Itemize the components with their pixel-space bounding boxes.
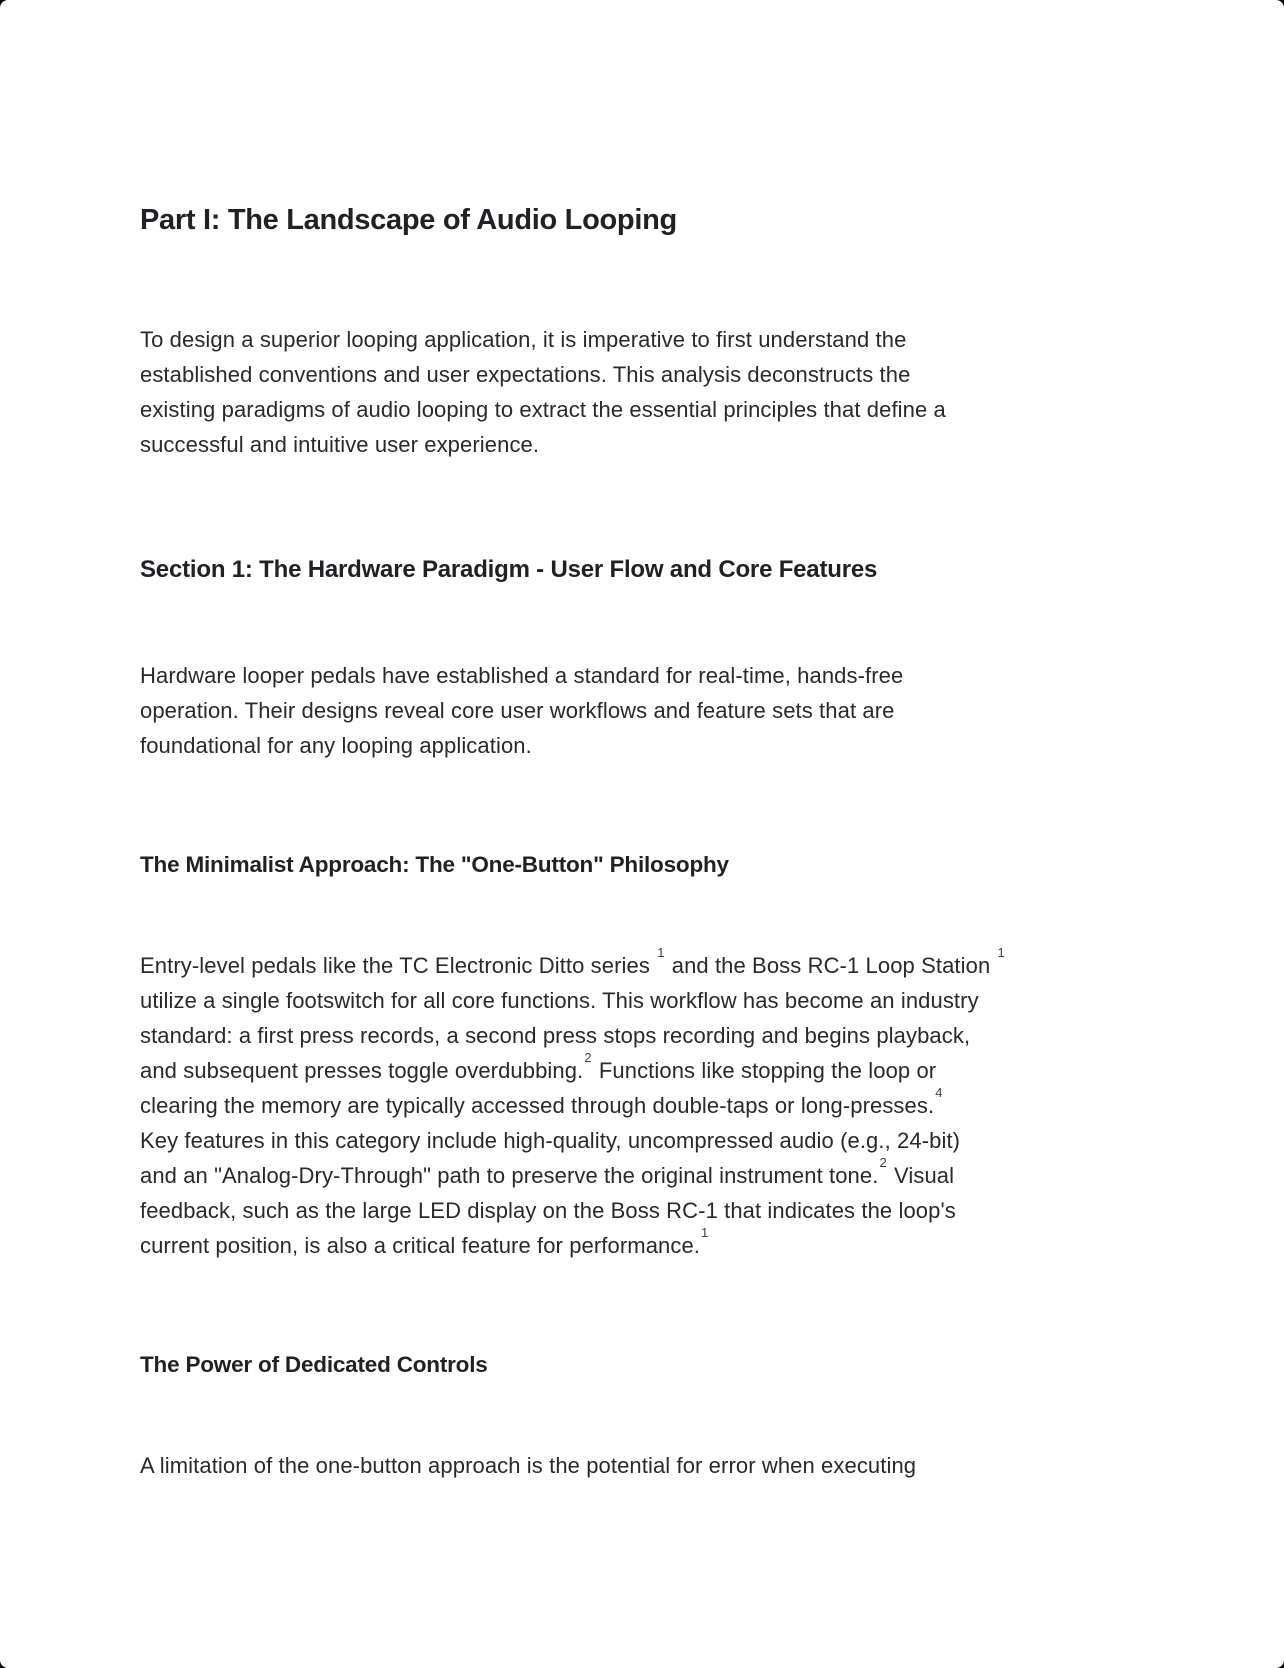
citation-ref[interactable]: 2 <box>584 1049 592 1065</box>
section-1-heading: Section 1: The Hardware Paradigm - User Flow and Core Features <box>140 556 878 583</box>
text-line: Hardware looper pedals have established a standard for real-time, hands-free <box>140 663 904 688</box>
text-line: Key features in this category include high-quality, uncompressed audio (e.g., 24-bit) <box>140 1128 961 1153</box>
text-line: existing paradigms of audio looping to extract the essential principles that define a <box>140 397 946 422</box>
text-line: To design a superior looping application, it is imperative to first understand the <box>140 327 907 352</box>
text-line: feedback, such as the large LED display on the Boss RC-1 that indicates the loop's <box>140 1198 956 1223</box>
citation-ref[interactable]: 1 <box>997 944 1005 960</box>
text-line: utilize a single footswitch for all core functions. This workflow has become an industry <box>140 988 979 1013</box>
text-line: successful and intuitive user experience. <box>140 432 540 457</box>
text-line: foundational for any looping application. <box>140 733 532 758</box>
text-line: operation. Their designs reveal core user workflows and feature sets that are <box>140 698 895 723</box>
intro-paragraph <box>140 322 1154 462</box>
text-line: current position, is also a critical feature for performance.$^1$ <box>140 1224 709 1258</box>
text-line: and subsequent presses toggle overdubbing.$^2$ Functions like stopping the loop or <box>140 1049 937 1083</box>
text-line: established conventions and user expectations. This analysis deconstructs the <box>140 362 911 387</box>
dedicated-controls-paragraph <box>140 1448 1154 1483</box>
citation-ref[interactable]: 1 <box>701 1224 709 1240</box>
section-1-paragraph <box>140 658 1154 763</box>
text-line: standard: a first press records, a second press stops recording and begins playback, <box>140 1023 971 1048</box>
citation-ref[interactable]: 1 <box>657 944 665 960</box>
citation-ref[interactable]: 2 <box>879 1154 887 1170</box>
citation-ref[interactable]: 4 <box>935 1084 943 1100</box>
minimalist-approach-heading: The Minimalist Approach: The "One-Button" Philosophy <box>140 852 729 877</box>
dedicated-controls-heading: The Power of Dedicated Controls <box>140 1352 488 1377</box>
text-line: and an "Analog-Dry-Through" path to preserve the original instrument tone.$^2$ Visual <box>140 1154 955 1188</box>
text-line: clearing the memory are typically accessed through double-taps or long-presses.$^4$ <box>140 1084 943 1118</box>
minimalist-approach-paragraph <box>140 944 1154 1263</box>
text-line: A limitation of the one-button approach is the potential for error when executing <box>140 1453 917 1478</box>
text-line: Entry-level pedals like the TC Electronic Ditto series $^1$ and the Boss RC-1 Loop Station $^1$ <box>140 944 1005 978</box>
document-title: Part I: The Landscape of Audio Looping <box>140 204 677 236</box>
